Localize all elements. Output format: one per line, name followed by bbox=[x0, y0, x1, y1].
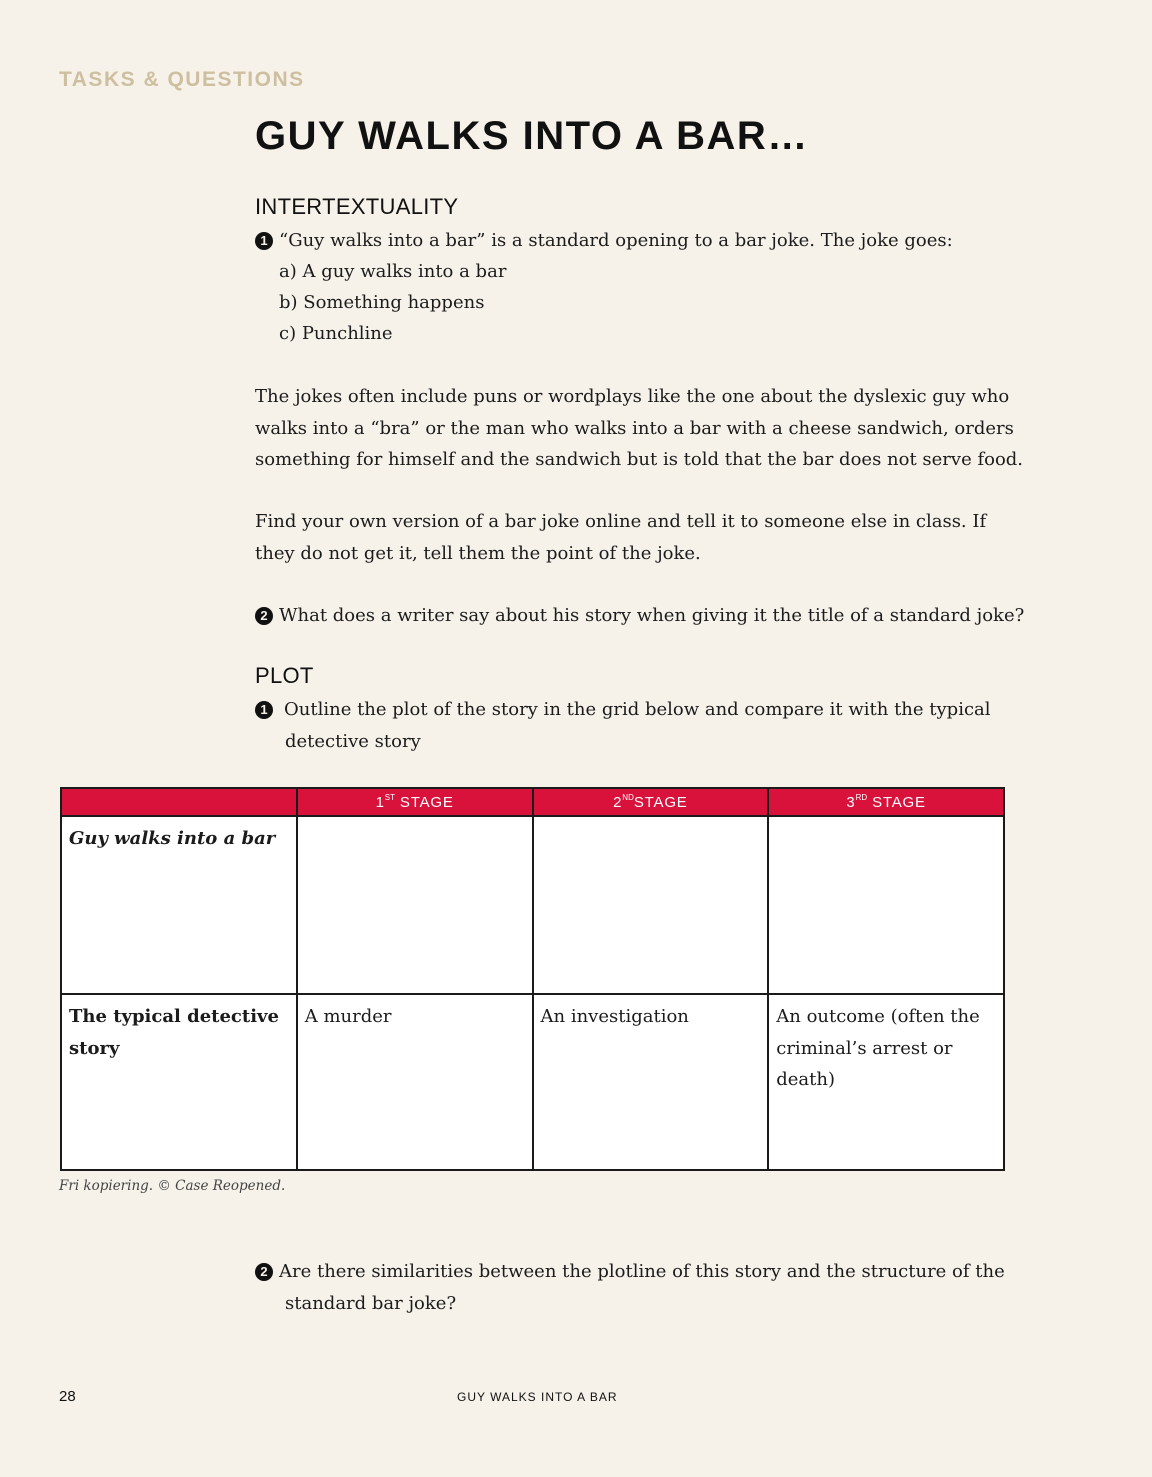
question-number-badge: 1 bbox=[255, 701, 273, 719]
plot-question-2 bbox=[255, 1256, 1025, 1319]
plot-heading: PLOT bbox=[255, 663, 314, 688]
table-header-stage-2: 2NDSTAGE bbox=[533, 788, 769, 816]
question-number-badge: 2 bbox=[255, 1263, 273, 1281]
table-cell: An outcome (often the criminal’s arrest or death) bbox=[768, 994, 1004, 1170]
joke-structure-item: c) Punchline bbox=[279, 323, 393, 344]
table-header-row bbox=[61, 788, 1004, 816]
puns-paragraph: The jokes often include puns or wordplays like the one about the dyslexic guy who walks into a “bra” or the man who walks into a bar with a cheese sandwich, orders something for himself and the sandwich but is told that the bar does not serve food. bbox=[255, 386, 1024, 470]
plot-grid-table bbox=[60, 787, 1005, 1171]
plot-question-1 bbox=[255, 694, 1025, 757]
answer-cell-stage-1[interactable] bbox=[297, 816, 533, 994]
find-joke-paragraph: Find your own version of a bar joke online and tell it to someone else in class. If they do not get it, tell them the point of the joke. bbox=[255, 511, 987, 564]
page-number: 28 bbox=[59, 1388, 76, 1405]
table-cell: An investigation bbox=[533, 994, 769, 1170]
row-label-story: Guy walks into a bar bbox=[61, 816, 297, 994]
question-text-line-2: detective story bbox=[285, 730, 421, 752]
joke-structure-item: b) Something happens bbox=[279, 292, 485, 313]
answer-cell-stage-3[interactable] bbox=[768, 816, 1004, 994]
intertextuality-heading: INTERTEXTUALITY bbox=[255, 194, 459, 219]
table-header-empty bbox=[61, 788, 297, 816]
question-number-badge: 2 bbox=[255, 607, 273, 625]
running-footer-title: GUY WALKS INTO A BAR bbox=[457, 1390, 618, 1404]
table-cell: A murder bbox=[297, 994, 533, 1170]
intertextuality-question-1 bbox=[255, 225, 1025, 257]
question-text-line-1: Outline the plot of the story in the grid below and compare it with the typical bbox=[284, 699, 991, 720]
question-text: What does a writer say about his story when giving it the title of a standard joke? bbox=[279, 605, 1025, 626]
answer-cell-stage-2[interactable] bbox=[533, 816, 769, 994]
question-text-line-1: Are there similarities between the plotline of this story and the structure of the bbox=[279, 1261, 1005, 1282]
question-text-line-2: standard bar joke? bbox=[285, 1292, 457, 1314]
section-label: TASKS & QUESTIONS bbox=[59, 68, 305, 91]
joke-structure-item: a) A guy walks into a bar bbox=[279, 261, 507, 282]
table-row bbox=[61, 816, 1004, 994]
table-header-stage-3: 3RD STAGE bbox=[768, 788, 1004, 816]
question-number-badge: 1 bbox=[255, 232, 273, 250]
table-row bbox=[61, 994, 1004, 1170]
copyright-note: Fri kopiering. © Case Reopened. bbox=[59, 1178, 286, 1194]
question-text: “Guy walks into a bar” is a standard opening to a bar joke. The joke goes: bbox=[279, 230, 953, 251]
page-title: GUY WALKS INTO A BAR… bbox=[255, 114, 809, 158]
intertextuality-question-2 bbox=[255, 600, 1025, 632]
row-label-detective-story: The typical detective story bbox=[61, 994, 297, 1170]
table-header-stage-1: 1ST STAGE bbox=[297, 788, 533, 816]
